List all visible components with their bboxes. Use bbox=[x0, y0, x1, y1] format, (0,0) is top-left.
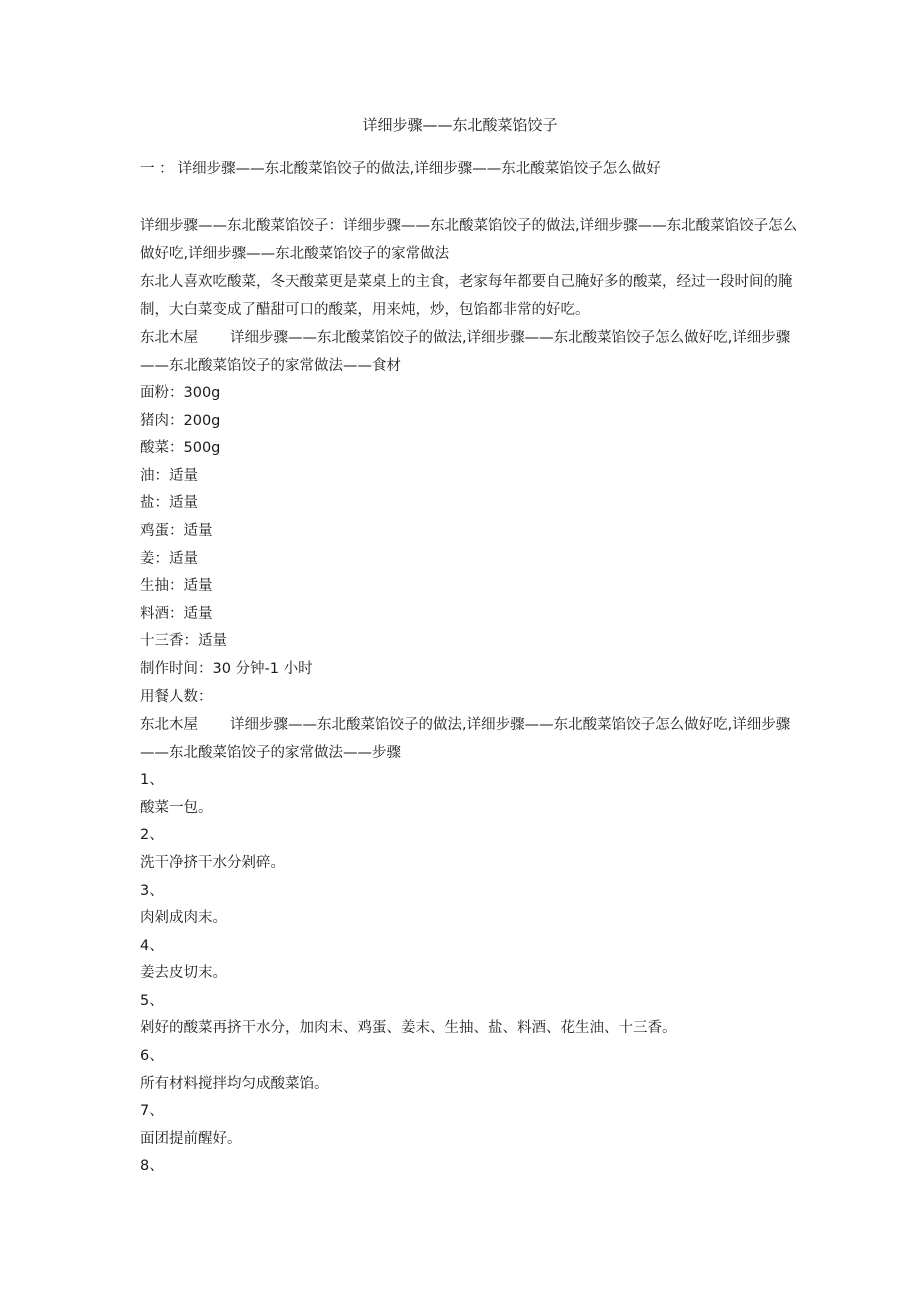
step-number: 6、 bbox=[140, 1048, 164, 1065]
ingredient-item: 鸡蛋：适量 bbox=[140, 522, 213, 539]
ingredient-item: 十三香：适量 bbox=[140, 633, 227, 650]
ingredient-list bbox=[140, 380, 800, 656]
steps-header-text: 详细步骤——东北酸菜馅饺子的做法,详细步骤——东北酸菜馅饺子怎么做好吃,详细步骤——东北酸菜馅饺子的家常做法——步骤 bbox=[140, 717, 791, 762]
step-number: 5、 bbox=[140, 992, 164, 1009]
step-list bbox=[140, 767, 800, 1181]
step-number: 7、 bbox=[140, 1103, 164, 1120]
ingredient-item: 油：适量 bbox=[140, 467, 198, 484]
step-text: 面团提前醒好。 bbox=[140, 1130, 242, 1147]
step-text: 肉剁成肉末。 bbox=[140, 910, 227, 927]
step-number: 8、 bbox=[140, 1158, 164, 1175]
section-number: 一 ： bbox=[140, 161, 174, 177]
cook-time: 制作时间：30 分钟-1 小时 bbox=[140, 660, 313, 677]
ingredient-item: 盐：适量 bbox=[140, 495, 198, 512]
ingredient-item: 猪肉：200g bbox=[140, 412, 221, 429]
source-label: 东北木屋 bbox=[140, 717, 198, 734]
servings: 用餐人数： bbox=[140, 688, 213, 705]
step-text: 姜去皮切末。 bbox=[140, 965, 227, 982]
ingredient-item: 姜：适量 bbox=[140, 550, 198, 567]
intro-paragraph: 详细步骤——东北酸菜馅饺子：详细步骤——东北酸菜馅饺子的做法,详细步骤——东北酸菜馅饺子怎么做好吃,详细步骤——东北酸菜馅饺子的家常做法 bbox=[140, 218, 798, 262]
step-text: 所有材料搅拌均匀成酸菜馅。 bbox=[140, 1075, 329, 1092]
step-number: 1、 bbox=[140, 772, 164, 789]
ingredient-item: 面粉：300g bbox=[140, 385, 221, 401]
ingredient-item: 料酒：适量 bbox=[140, 605, 213, 622]
step-number: 2、 bbox=[140, 827, 164, 844]
ingredients-header bbox=[140, 324, 800, 380]
step-text: 洗干净挤干水分剁碎。 bbox=[140, 854, 285, 871]
ingredient-item: 生抽：适量 bbox=[140, 578, 213, 595]
steps-header bbox=[140, 711, 800, 767]
step-text: 酸菜一包。 bbox=[140, 799, 213, 816]
document-body bbox=[140, 212, 800, 1181]
description-paragraph: 东北人喜欢吃酸菜，冬天酸菜更是菜桌上的主食，老家每年都要自己腌好多的酸菜，经过一段时间的腌制，大白菜变成了醋甜可口的酸菜，用来炖，炒，包馅都非常的好吃。 bbox=[140, 274, 793, 318]
document-title: 详细步骤——东北酸菜馅饺子 bbox=[362, 116, 558, 134]
ingredients-header-text: 详细步骤——东北酸菜馅饺子的做法,详细步骤——东北酸菜馅饺子怎么做好吃,详细步骤——东北酸菜馅饺子的家常做法——食材 bbox=[140, 330, 791, 374]
ingredient-item: 酸菜：500g bbox=[140, 440, 221, 457]
section-heading-text: 详细步骤——东北酸菜馅饺子的做法,详细步骤——东北酸菜馅饺子怎么做好 bbox=[177, 161, 661, 177]
step-number: 4、 bbox=[140, 937, 164, 954]
source-label: 东北木屋 bbox=[140, 330, 198, 346]
step-text: 剁好的酸菜再挤干水分，加肉末、鸡蛋、姜末、生抽、盐、料酒、花生油、十三香。 bbox=[140, 1020, 677, 1037]
step-number: 3、 bbox=[140, 882, 164, 899]
section-heading bbox=[140, 157, 800, 181]
